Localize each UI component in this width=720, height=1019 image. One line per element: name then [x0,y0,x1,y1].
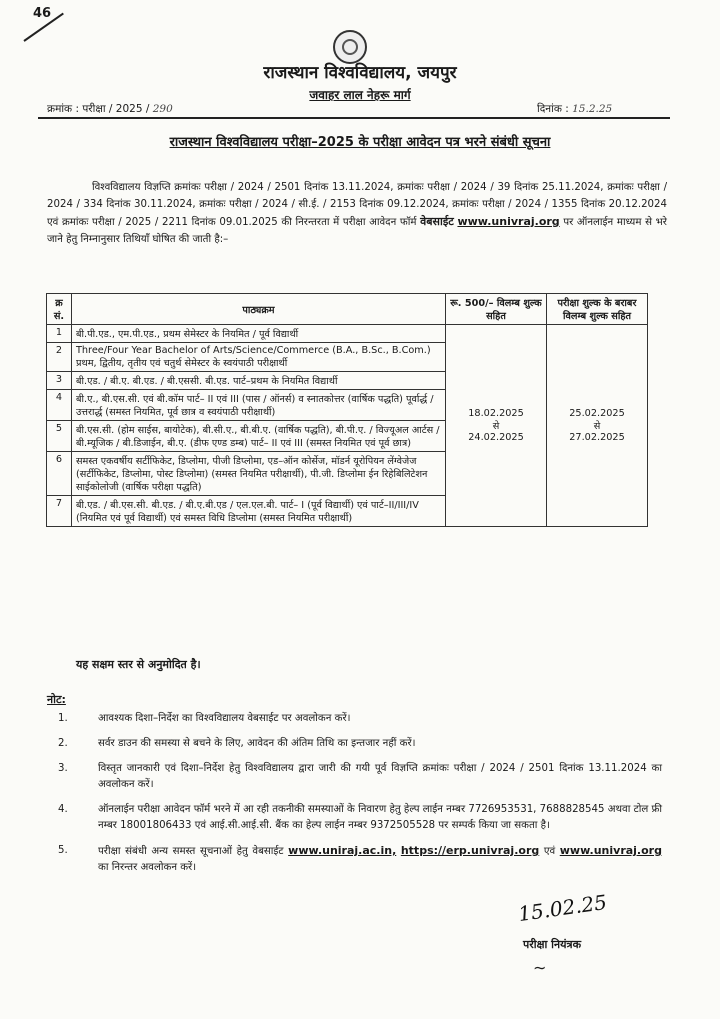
note-number: 5. [58,845,68,856]
university-name: राजस्थान विश्वविद्यालय, जयपुर [263,63,457,83]
row-course: बी.एस.सी. (होम साईस, बायोटेक), बी.सी.ए., बी.बी.ए. (वार्षिक पद्धति), बी.पी.ए. / विज्यूअल आर्टस / बी.म्यूजिक / बी.डिजाईन, बी.ए. (डीफ एण्ड डम्ब) पार्ट– II एवं III (समस्त नियमित एवं पूर्व छात्र) [72,421,446,452]
late-fee-equal-dates [547,325,648,527]
late-fee-500-to: 24.02.2025 [468,432,524,443]
erp-link[interactable]: https://erp.univraj.org [400,844,540,857]
late-fee-500-from: 18.02.2025 [468,408,524,419]
late-fee-equal-se: से [593,421,601,432]
approval-statement: यह सक्षम स्तर से अनुमोदित है। [76,658,201,671]
header-late-fee-500: रू. 500/– विलम्ब शुल्क सहित [446,294,547,325]
late-fee-equal-to: 27.02.2025 [569,432,625,443]
notes-title: नोट: [47,693,66,706]
note-number: 4. [58,804,68,815]
univraj-link[interactable]: www.univraj.org [559,844,662,857]
header-late-fee-equal: परीक्षा शुल्क के बराबर विलम्ब शुल्क सहित [547,294,648,325]
row-number: 2 [47,343,72,372]
list-item [47,802,662,834]
list-item [47,843,662,876]
reference-label: क्रमांक : परीक्षा / 2025 / [47,103,150,115]
row-number: 6 [47,452,72,496]
note5-text-end: का निरन्तर अवलोकन करें। [98,862,197,873]
row-course: बी.एड. / बी.ए. बी.एड. / बी.एससी. बी.एड. पार्ट–प्रथम के नियमित विद्यार्थी [72,372,446,390]
note-text: विस्तृत जानकारी एवं दिशा–निर्देश हेतु विश्वविद्यालय द्वारा जारी की गयी पूर्व विज्ञप्ति क्रमांकः परीक्षा / 2024 / 2501 दिनांक 13.11.2024 का अवलोकन करें। [98,763,662,790]
late-fee-500-se: से [492,421,500,432]
intro-paragraph [47,179,667,248]
notice-heading: राजस्थान विश्वविद्यालय परीक्षा–2025 के परीक्षा आवेदन पत्र भरने संबंधी सूचना [169,135,551,150]
row-course: बी.ए., बी.एस.सी. एवं बी.कॉम पार्ट– II एवं III (पास / ऑनर्स) व स्नातकोत्तर (वार्षिक पद्धति) पूर्वार्द्ध / उत्तरार्द्ध (समस्त नियमित, पूर्व छात्र व स्वयंपाठी परीक्षार्थी) [72,390,446,421]
table-row [47,325,648,343]
intro-text: विश्वविद्यालय विज्ञप्ति क्रमांकः परीक्षा / 2024 / 2501 दिनांक 13.11.2024, क्रमांकः परीक्षा / 2024 / 39 दिनांक 25.11.2024, क्रमांकः परीक्षा / 2024 / 334 दिनांक 30.11.2024, क्रमांकः परीक्षा / 2024 / सी.ई. / 2153 दिनांक 09.12.2024, क्रमांकः परीक्षा / 2024 / 1355 दिनांक 20.12.2024 एवं क्रमांकः परीक्षा / 2025 / 2211 दिनांक 09.01.2025 की निरन्तरता में परीक्षा आवेदन फॉर्म [47,182,667,228]
row-number: 7 [47,496,72,527]
row-number: 5 [47,421,72,452]
note-text [98,843,662,876]
issue-date [537,102,612,116]
header-divider [38,117,670,119]
row-number: 3 [47,372,72,390]
notes-list [47,711,662,885]
table-header-row [47,294,648,325]
note5-text-start: परीक्षा संबंधी अन्य समस्त सूचनाओं हेतु वेबसाईट [98,846,284,857]
signature-mark: ∼ [533,958,547,977]
date-label: दिनांक : [537,103,569,115]
row-course: बी.एड. / बी.एस.सी. बी.एड. / बी.ए.बी.एड / एल.एल.बी. पार्ट– I (पूर्व विद्यार्थी) एवं पार्ट–II/III/IV (नियमित एवं पूर्व विद्यार्थी) एवं समस्त विधि डिप्लोमा (समस्त नियमित परीक्षार्थी) [72,496,446,527]
uniraj-link[interactable]: www.uniraj.ac.in, [288,844,397,857]
signature-handwritten-date: 15.02.25 [516,889,609,927]
row-number: 1 [47,325,72,343]
list-item [47,761,662,793]
late-fee-500-dates [446,325,547,527]
note-number: 3. [58,763,68,774]
header-course: पाठ्यक्रम [72,294,446,325]
note-number: 2. [58,738,68,749]
list-item [47,711,662,727]
schedule-table [46,293,648,527]
reference-handwritten: 290 [152,103,173,115]
signatory-title: परीक्षा नियंत्रक [523,938,582,951]
note-text: ऑनलाईन परीक्षा आवेदन फॉर्म भरने में आ रही तकनीकी समस्याओं के निवारण हेतु हेल्प लाईन नम्बर 7726953531, 7688828545 अथवा टोल फ्री नम्बर 18001806433 एवं आई.सी.आई.सी. बैंक का हेल्प लाईन नम्बर 9372505528 पर सम्पर्क किया जा सकता है। [98,804,662,831]
row-course: समस्त एकवर्षीय सर्टीफिकेट, डिप्लोमा, पीजी डिप्लोमा, एड–ऑन कोर्सेज, मॉडर्न यूरोपियन लेंग्वेजेज (सर्टीफिकेट, डिप्लोमा, पोस्ट डिप्लोमा) (समस्त नियमित परीक्षार्थी), पी.जी. डिप्लोमा ईन रिहेबिलिटेशन साईकोलोजी (वार्षिक परीक्षा पद्धति) [72,452,446,496]
note5-and: एवं [543,846,556,857]
row-number: 4 [47,390,72,421]
note-number: 1. [58,713,68,724]
list-item [47,736,662,752]
reference-number [47,102,173,116]
date-handwritten: 15.2.25 [572,103,613,115]
university-address: जवाहर लाल नेहरू मार्ग [309,88,411,102]
note-text: सर्वर डाउन की समस्या से बचने के लिए, आवेदन की अंतिम तिथि का इन्तजार नहीं करें। [98,738,416,749]
note-text: आवश्यक दिशा–निर्देश का विश्वविद्यालय वेबसाईट पर अवलोकन करें। [98,713,351,724]
row-course: Three/Four Year Bachelor of Arts/Science/Commerce (B.A., B.Sc., B.Com.) प्रथम, द्वितीय, तृतीय एवं चतुर्थ सेमेस्टर के स्वयंपाठी परीक्षार्थी [72,343,446,372]
university-emblem-icon [333,30,367,64]
intro-text-end: पर ऑनलाईन माध्यम से भरे जाने हेतु निम्नानुसार तिथियाँ घोषित की जाती है:– [47,217,667,245]
page-number: 46 [33,6,52,21]
header-serial: क्र सं. [47,294,72,325]
row-course: बी.पी.एड., एम.पी.एड., प्रथम सेमेस्टर के नियमित / पूर्व विद्यार्थी [72,325,446,343]
website-word: वेबसाईट [420,215,454,228]
website-link[interactable]: www.univraj.org [457,215,560,228]
late-fee-equal-from: 25.02.2025 [569,408,625,419]
